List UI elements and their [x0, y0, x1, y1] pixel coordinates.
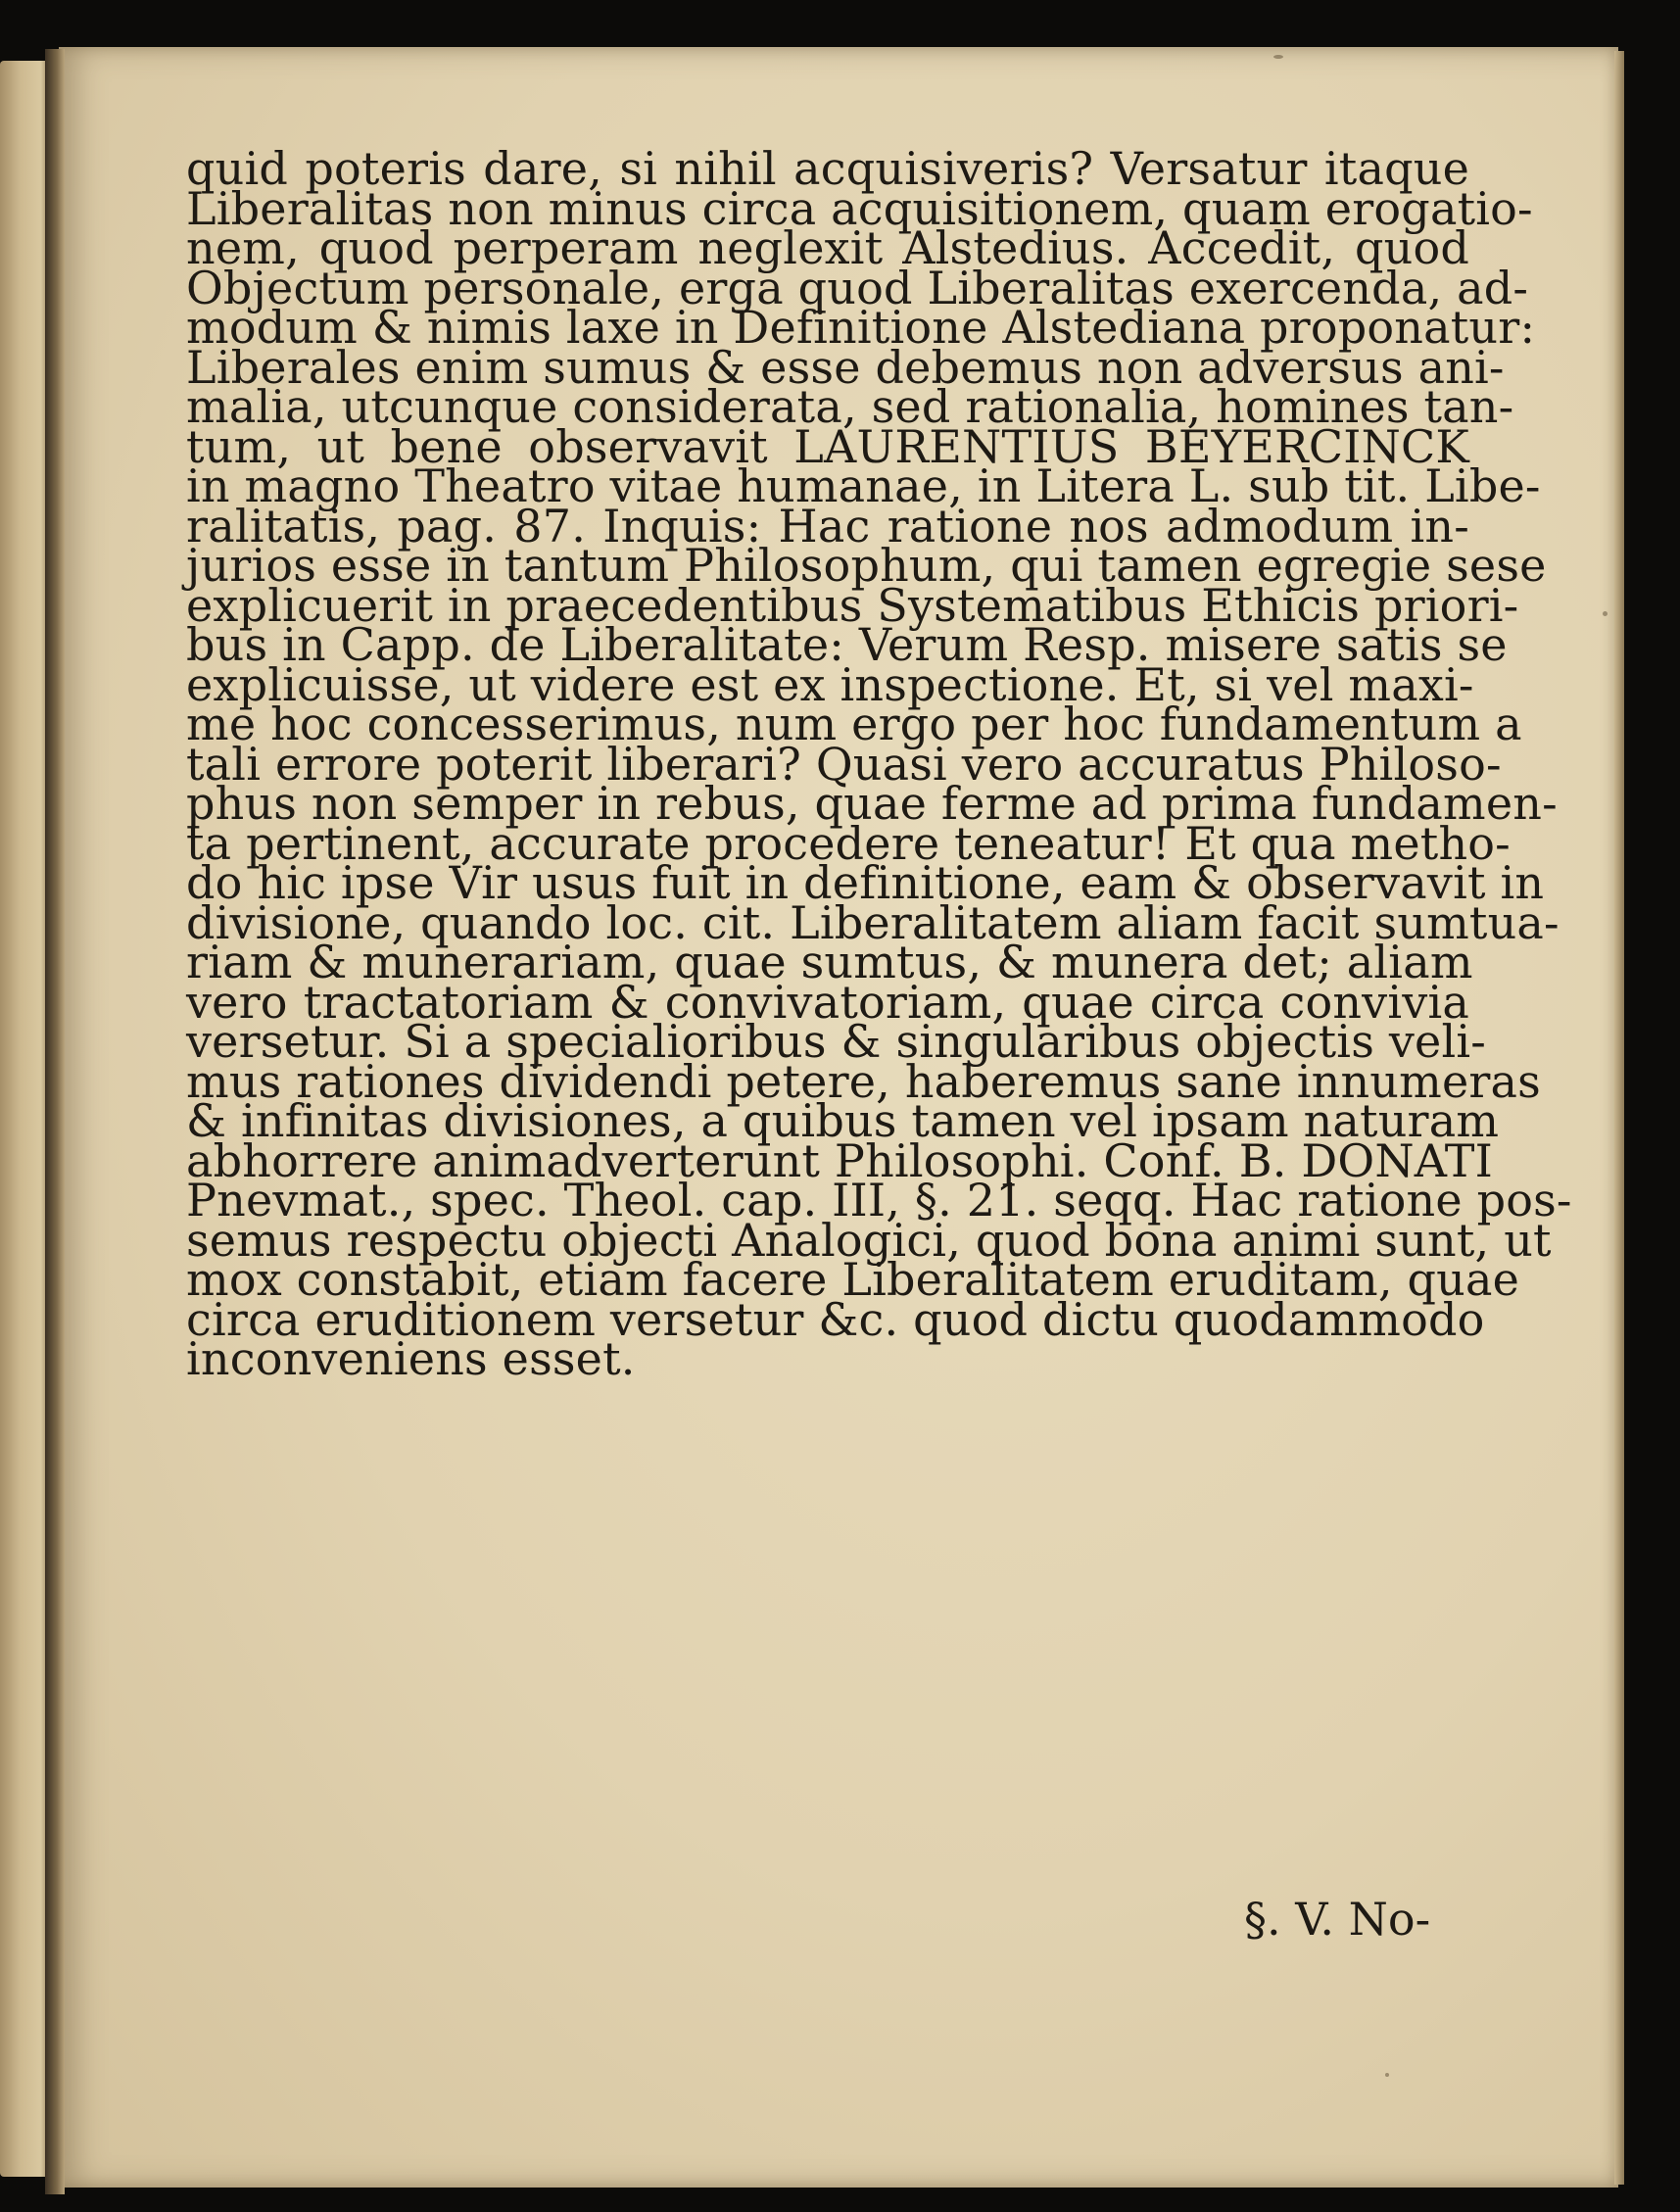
- book-gutter: [45, 49, 65, 2194]
- body-text: [186, 142, 1572, 1385]
- text-line: in magno Theatro vitae humanae, in Litera L. sub tit. Libe-: [186, 459, 1541, 512]
- text-line: phus non semper in rebus, quae ferme ad prima fundamen-: [186, 777, 1558, 830]
- text-line: explicuisse, ut videre est ex inspectione. Et, si vel maxi-: [186, 657, 1474, 711]
- page-right-edge: [1614, 51, 1624, 2185]
- text-line: abhorrere animadverterunt Philosophi. Conf. B. DONATI: [186, 1133, 1493, 1187]
- text-line: Objectum personale, erga quod Liberalitas exercenda, ad-: [186, 261, 1529, 314]
- text-line: malia, utcunque considerata, sed rationalia, homines tan-: [186, 380, 1514, 433]
- text-line: bus in Capp. de Liberalitate: Verum Resp. misere satis se: [186, 618, 1508, 671]
- text-line: mus rationes dividendi petere, haberemus sane innumeras: [186, 1054, 1541, 1108]
- text-line: divisione, quando loc. cit. Liberalitatem aliam facit sumtua-: [186, 895, 1560, 949]
- text-line: riam & munerariam, quae sumtus, & munera det; aliam: [186, 936, 1473, 988]
- text-line: Pnevmat., spec. Theol. cap. III, §. 21. seqq. Hac ratione pos-: [186, 1174, 1572, 1226]
- text-line: Liberalitas non minus circa acquisitionem, quam erogatio-: [186, 181, 1533, 235]
- text-line: & infinitas divisiones, a quibus tamen vel ipsam naturam: [186, 1094, 1500, 1147]
- text-line: mox constabit, etiam facere Liberalitatem eruditam, quae: [186, 1253, 1520, 1306]
- text-line: ralitatis, pag. 87. Inquis: Hac ratione nos admodum in-: [186, 499, 1469, 553]
- text-line: vero tractatoriam & convivatoriam, quae circa convivia: [186, 975, 1469, 1029]
- text-line: tum, ut bene observavit LAURENTIUS BEYERCINCK: [186, 419, 1469, 473]
- text-line: quid poteris dare, si nihil acquisiveris? Versatur itaque: [186, 142, 1469, 195]
- text-line: versetur. Si a specialioribus & singularibus objectis veli-: [186, 1015, 1487, 1068]
- text-line: ta pertinent, accurate procedere teneatur! Et qua metho-: [186, 816, 1511, 870]
- text-line: inconveniens esset.: [186, 1332, 636, 1385]
- paper-speck: [1273, 55, 1283, 59]
- text-line: semus respectu objecti Analogici, quod bona animi sunt, ut: [186, 1213, 1552, 1267]
- text-line: nem, quod perperam neglexit Alstedius. Accedit, quod: [186, 221, 1469, 274]
- text-line: circa eruditionem versetur &c. quod dictu quodammodo: [186, 1292, 1485, 1346]
- text-line: me hoc concesserimus, num ergo per hoc fundamentum a: [186, 697, 1522, 750]
- text-line: do hic ipse Vir usus fuit in definitione, eam & observavit in: [186, 856, 1545, 909]
- text-line: Liberales enim sumus & esse debemus non adversus ani-: [186, 340, 1505, 394]
- catchword: §. V. No-: [1244, 1893, 1431, 1946]
- text-line: modum & nimis laxe in Definitione Alstediana proponatur:: [186, 301, 1536, 354]
- left-page-edge: [0, 61, 51, 2177]
- text-line: jurios esse in tantum Philosophum, qui tamen egregie sese: [186, 539, 1547, 592]
- paper-speck: [1603, 611, 1608, 616]
- paper-speck: [1385, 2073, 1389, 2077]
- text-line: tali errore poterit liberari? Quasi vero accuratus Philoso-: [186, 737, 1502, 791]
- text-line: explicuerit in praecedentibus Systematibus Ethicis priori-: [186, 578, 1519, 632]
